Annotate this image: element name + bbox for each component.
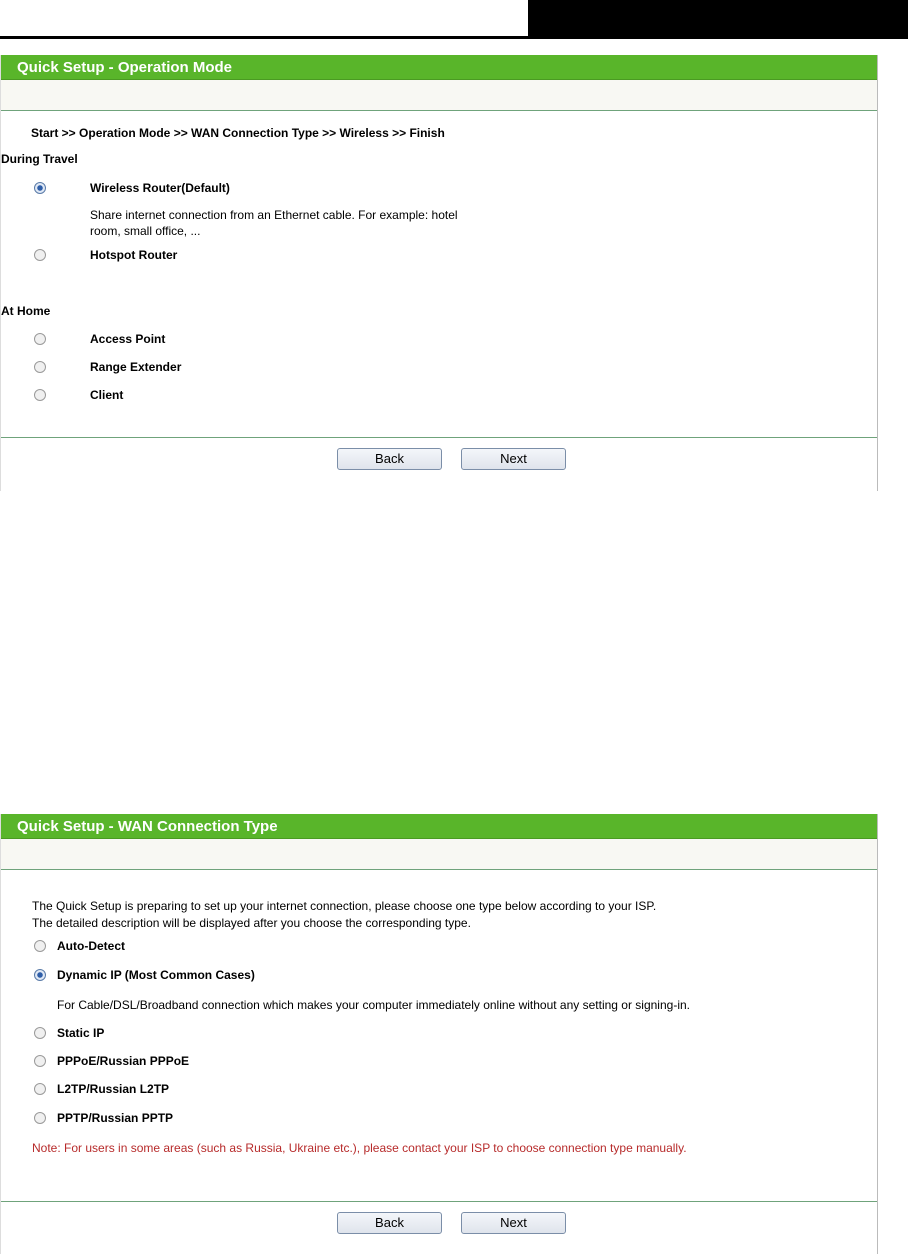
title-band [1,80,877,111]
radio-dynamic-ip[interactable] [34,969,46,981]
intro-line-2: The detailed description will be displayed after you choose the corresponding type. [32,916,471,930]
option-description-line1: Share internet connection from an Ethernet cable. For example: hotel [90,208,458,222]
radio-static-ip[interactable] [34,1027,46,1039]
option-auto-detect[interactable]: Auto-Detect [57,939,125,953]
wan-type-footer [1,1201,877,1254]
header-rule [0,36,530,39]
option-client[interactable]: Client [90,388,124,402]
operation-mode-body [1,111,877,437]
next-button[interactable]: Next [461,1212,566,1234]
option-dynamic-ip[interactable]: Dynamic IP (Most Common Cases) [57,968,255,982]
panel-title: Quick Setup - Operation Mode [1,55,877,80]
group-label-during-travel: During Travel [1,152,78,166]
radio-client[interactable] [34,389,46,401]
option-static-ip[interactable]: Static IP [57,1026,105,1040]
option-dynamic-ip-description: For Cable/DSL/Broadband connection which makes your computer immediately online without any setting or signing-in. [57,998,690,1012]
radio-range-extender[interactable] [34,361,46,373]
operation-mode-panel [0,55,878,491]
radio-pppoe[interactable] [34,1055,46,1067]
option-access-point[interactable]: Access Point [90,332,166,346]
option-hotspot-router[interactable]: Hotspot Router [90,248,178,262]
title-band [1,839,877,870]
option-l2tp[interactable]: L2TP/Russian L2TP [57,1082,170,1096]
wan-type-body [1,870,877,1200]
radio-l2tp[interactable] [34,1083,46,1095]
radio-auto-detect[interactable] [34,940,46,952]
group-label-at-home: At Home [1,304,51,318]
back-button[interactable]: Back [337,448,442,470]
radio-access-point[interactable] [34,333,46,345]
wan-connection-type-panel [0,814,878,1254]
header-black-block [528,0,908,39]
option-description-line2: room, small office, ... [90,224,201,238]
next-button[interactable]: Next [461,448,566,470]
document-header [0,0,908,40]
operation-mode-footer [1,437,877,491]
radio-hotspot-router[interactable] [34,249,46,261]
back-button[interactable]: Back [337,1212,442,1234]
radio-pptp[interactable] [34,1112,46,1124]
connection-type-note: Note: For users in some areas (such as Russia, Ukraine etc.), please contact your ISP to choose connection type manually. [32,1141,687,1155]
breadcrumb: Start >> Operation Mode >> WAN Connection Type >> Wireless >> Finish [31,126,445,140]
intro-line-1: The Quick Setup is preparing to set up your internet connection, please choose one type below according to your ISP. [32,899,657,913]
option-range-extender[interactable]: Range Extender [90,360,182,374]
panel-title: Quick Setup - WAN Connection Type [1,814,877,839]
option-pptp[interactable]: PPTP/Russian PPTP [57,1111,174,1125]
radio-wireless-router[interactable] [34,182,46,194]
option-pppoe[interactable]: PPPoE/Russian PPPoE [57,1054,190,1068]
option-wireless-router[interactable]: Wireless Router(Default) [90,181,230,195]
